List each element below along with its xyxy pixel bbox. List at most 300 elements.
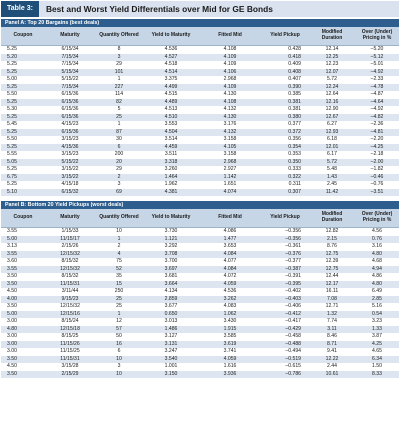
duration-cell: 12.17: [309, 281, 355, 289]
maturity-cell: 8/15/32: [45, 273, 95, 281]
yield-pickup-cell: –0.387: [261, 266, 309, 274]
yield-pickup-cell: 0.350: [261, 159, 309, 167]
maturity-cell: 11/15/31: [45, 281, 95, 289]
coupon-cell: 3.00: [1, 348, 45, 356]
coupon-cell: 3.50: [1, 273, 45, 281]
yield-pickup-cell: –0.376: [261, 251, 309, 259]
yield-pickup-cell: –0.361: [261, 243, 309, 251]
duration-cell: 1.43: [309, 174, 355, 182]
maturity-cell: 6/15/36: [45, 106, 95, 114]
maturity-cell: 5/15/34: [45, 69, 95, 77]
fitted-mid-cell: 3.741: [199, 348, 261, 356]
ytm-cell: 3.708: [143, 251, 199, 259]
fitted-mid-cell: 3.158: [199, 151, 261, 159]
maturity-cell: 4/15/23: [45, 121, 95, 129]
duration-cell: 5.72: [309, 159, 355, 167]
coupon-cell: 4.80: [1, 326, 45, 334]
ytm-cell: 4.515: [143, 91, 199, 99]
table-row: [1, 288, 399, 296]
ytm-cell: 1.121: [143, 236, 199, 244]
panel-a-body: [1, 46, 399, 197]
fitted-mid-cell: 3.158: [199, 136, 261, 144]
yield-pickup-cell: –0.395: [261, 281, 309, 289]
pricing-cell: –4.92: [355, 69, 399, 77]
table-row: [1, 106, 399, 114]
fitted-mid-cell: 4.108: [199, 46, 261, 54]
fitted-mid-cell: 4.130: [199, 91, 261, 99]
coupon-cell: 3.00: [1, 341, 45, 349]
table-row: [1, 281, 399, 289]
table-row: [1, 166, 399, 174]
pricing-cell: 3.87: [355, 333, 399, 341]
ytm-cell: 3.318: [143, 159, 199, 167]
ytm-cell: 3.677: [143, 303, 199, 311]
duration-cell: 2.45: [309, 181, 355, 189]
maturity-cell: 2/15/26: [45, 243, 95, 251]
coupon-cell: 5.50: [1, 91, 45, 99]
maturity-cell: 3/15/23: [45, 136, 95, 144]
quantity-cell: 2: [95, 243, 143, 251]
ytm-cell: 4.381: [143, 189, 199, 197]
coupon-cell: 5.25: [1, 181, 45, 189]
ytm-cell: 3.511: [143, 151, 199, 159]
fitted-mid-cell: 4.077: [199, 258, 261, 266]
fitted-mid-cell: 4.132: [199, 106, 261, 114]
maturity-cell: 2/15/29: [45, 371, 95, 379]
coupon-cell: 3.50: [1, 281, 45, 289]
col-header-duration: Modified Duration: [309, 209, 355, 228]
table-row: [1, 121, 399, 129]
duration-cell: 12.07: [309, 69, 355, 77]
fitted-mid-cell: 4.109: [199, 61, 261, 69]
fitted-mid-cell: 4.083: [199, 303, 261, 311]
yield-pickup-cell: –0.417: [261, 318, 309, 326]
col-header-duration: Modified Duration: [309, 27, 355, 46]
pricing-cell: –2.36: [355, 121, 399, 129]
maturity-cell: 1/15/33: [45, 228, 95, 236]
pricing-cell: 8.33: [355, 371, 399, 379]
fitted-mid-cell: 4.536: [199, 288, 261, 296]
quantity-cell: 15: [95, 281, 143, 289]
fitted-mid-cell: 3.936: [199, 371, 261, 379]
table-row: [1, 129, 399, 137]
duration-cell: 7.08: [309, 296, 355, 304]
duration-cell: 12.93: [309, 129, 355, 137]
yield-pickup-cell: –0.412: [261, 311, 309, 319]
duration-cell: 8.71: [309, 341, 355, 349]
quantity-cell: 1: [95, 76, 143, 84]
ytm-cell: 3.131: [143, 341, 199, 349]
maturity-cell: 12/15/18: [45, 326, 95, 334]
quantity-cell: 29: [95, 61, 143, 69]
coupon-cell: 5.25: [1, 61, 45, 69]
pricing-cell: –4.25: [355, 144, 399, 152]
quantity-cell: 75: [95, 258, 143, 266]
table-row: [1, 54, 399, 62]
table-row: [1, 273, 399, 281]
ytm-cell: 1.001: [143, 363, 199, 371]
duration-cell: 11.42: [309, 189, 355, 197]
pricing-cell: –4.82: [355, 114, 399, 122]
col-header-yield-pickup: Yield Pickup: [261, 27, 309, 46]
maturity-cell: 7/15/34: [45, 61, 95, 69]
maturity-cell: 12/15/16: [45, 311, 95, 319]
fitted-mid-cell: 1.915: [199, 326, 261, 334]
maturity-cell: 3/15/22: [45, 166, 95, 174]
ytm-cell: 3.514: [143, 136, 199, 144]
coupon-cell: 5.25: [1, 99, 45, 107]
duration-cell: 1.32: [309, 311, 355, 319]
coupon-cell: 3.50: [1, 371, 45, 379]
col-header-yield-pickup: Yield Pickup: [261, 209, 309, 228]
coupon-cell: 3.60: [1, 258, 45, 266]
yield-pickup-cell: 0.428: [261, 46, 309, 54]
col-header-ytm: Yield to Maturity: [143, 209, 199, 228]
table-title-bar: [1, 1, 399, 17]
maturity-cell: 6/15/36: [45, 129, 95, 137]
coupon-cell: 5.00: [1, 236, 45, 244]
quantity-cell: 10: [95, 228, 143, 236]
duration-cell: 12.39: [309, 258, 355, 266]
pricing-cell: 4.25: [355, 341, 399, 349]
panel-b-body: [1, 228, 399, 379]
pricing-cell: –2.33: [355, 76, 399, 84]
quantity-cell: 10: [95, 356, 143, 364]
panel-a-header-row: [1, 27, 399, 46]
fitted-mid-cell: 4.105: [199, 144, 261, 152]
duration-cell: 12.67: [309, 114, 355, 122]
maturity-cell: 11/15/26: [45, 341, 95, 349]
coupon-cell: 5.25: [1, 69, 45, 77]
yield-pickup-cell: –0.377: [261, 258, 309, 266]
table-row: [1, 341, 399, 349]
table-row: [1, 114, 399, 122]
ytm-cell: 4.499: [143, 84, 199, 92]
yield-pickup-cell: 0.307: [261, 189, 309, 197]
yield-pickup-cell: 0.409: [261, 61, 309, 69]
maturity-cell: 3/15/22: [45, 174, 95, 182]
coupon-cell: 3.55: [1, 251, 45, 259]
table-row: [1, 151, 399, 159]
duration-cell: 5.48: [309, 166, 355, 174]
coupon-cell: 5.50: [1, 136, 45, 144]
maturity-cell: 4/15/18: [45, 181, 95, 189]
quantity-cell: 35: [95, 273, 143, 281]
duration-cell: 12.82: [309, 228, 355, 236]
duration-cell: 2.44: [309, 363, 355, 371]
fitted-mid-cell: 1.616: [199, 363, 261, 371]
panel-b-heading: Panel B: Bottom 20 Yield Pickups (worst deals): [1, 201, 399, 209]
col-header-quantity: Quantity Offered: [95, 209, 143, 228]
maturity-cell: 6/15/32: [45, 189, 95, 197]
ytm-cell: 3.375: [143, 76, 199, 84]
quantity-cell: 1: [95, 121, 143, 129]
quantity-cell: 25: [95, 296, 143, 304]
duration-cell: 5.72: [309, 76, 355, 84]
fitted-mid-cell: 4.108: [199, 99, 261, 107]
pricing-cell: –2.18: [355, 151, 399, 159]
pricing-cell: 0.54: [355, 311, 399, 319]
quantity-cell: 3: [95, 181, 143, 189]
ytm-cell: 0.650: [143, 311, 199, 319]
table-row: [1, 371, 399, 379]
yield-pickup-cell: 0.353: [261, 151, 309, 159]
fitted-mid-cell: 1.062: [199, 311, 261, 319]
pricing-cell: 6.34: [355, 356, 399, 364]
ytm-cell: 3.127: [143, 333, 199, 341]
table-row: [1, 84, 399, 92]
table-row: [1, 46, 399, 54]
ytm-cell: 3.664: [143, 281, 199, 289]
yield-pickup-cell: –0.402: [261, 288, 309, 296]
table-row: [1, 61, 399, 69]
maturity-cell: 12/15/32: [45, 303, 95, 311]
duration-cell: 12.22: [309, 356, 355, 364]
fitted-mid-cell: 3.653: [199, 243, 261, 251]
maturity-cell: 6/15/36: [45, 114, 95, 122]
ytm-cell: 3.553: [143, 121, 199, 129]
maturity-cell: 6/15/36: [45, 99, 95, 107]
yield-pickup-cell: 0.407: [261, 76, 309, 84]
col-header-maturity: Maturity: [45, 209, 95, 228]
coupon-cell: 3.00: [1, 333, 45, 341]
maturity-cell: 5/15/22: [45, 159, 95, 167]
duration-cell: 8.46: [309, 333, 355, 341]
coupon-cell: 5.25: [1, 84, 45, 92]
ytm-cell: 4.489: [143, 99, 199, 107]
ytm-cell: 1.962: [143, 181, 199, 189]
duration-cell: 8.76: [309, 243, 355, 251]
ytm-cell: 4.504: [143, 129, 199, 137]
table-row: [1, 311, 399, 319]
ytm-cell: 3.292: [143, 243, 199, 251]
col-header-quantity: Quantity Offered: [95, 27, 143, 46]
coupon-cell: 3.55: [1, 228, 45, 236]
maturity-cell: 6/15/34: [45, 46, 95, 54]
quantity-cell: 227: [95, 84, 143, 92]
fitted-mid-cell: 1.477: [199, 236, 261, 244]
fitted-mid-cell: 3.262: [199, 296, 261, 304]
coupon-cell: 5.25: [1, 144, 45, 152]
duration-cell: 12.14: [309, 46, 355, 54]
table-row: [1, 136, 399, 144]
duration-cell: 7.74: [309, 318, 355, 326]
pricing-cell: 2.85: [355, 296, 399, 304]
maturity-cell: 11/15/17: [45, 236, 95, 244]
duration-cell: 12.23: [309, 61, 355, 69]
maturity-cell: 3/15/28: [45, 363, 95, 371]
maturity-cell: 4/15/36: [45, 144, 95, 152]
maturity-cell: 11/15/31: [45, 356, 95, 364]
quantity-cell: 1: [95, 311, 143, 319]
fitted-mid-cell: 4.084: [199, 266, 261, 274]
ytm-cell: 1.486: [143, 326, 199, 334]
yield-pickup-cell: 0.390: [261, 84, 309, 92]
yield-pickup-cell: –0.356: [261, 228, 309, 236]
maturity-cell: 11/15/25: [45, 348, 95, 356]
table-row: [1, 159, 399, 167]
col-header-coupon: Coupon: [1, 209, 45, 228]
quantity-cell: 114: [95, 91, 143, 99]
quantity-cell: 250: [95, 288, 143, 296]
ytm-cell: 4.514: [143, 69, 199, 77]
ytm-cell: 4.134: [143, 288, 199, 296]
duration-cell: 12.16: [309, 99, 355, 107]
col-header-fitted-mid: Fitted Mid: [199, 209, 261, 228]
fitted-mid-cell: 3.585: [199, 333, 261, 341]
duration-cell: 6.27: [309, 121, 355, 129]
table-row: [1, 318, 399, 326]
yield-pickup-cell: –0.403: [261, 296, 309, 304]
table-row: [1, 144, 399, 152]
panel-a-table: [1, 27, 399, 196]
ytm-cell: 3.697: [143, 266, 199, 274]
quantity-cell: 8: [95, 46, 143, 54]
ytm-cell: 4.513: [143, 106, 199, 114]
quantity-cell: 1: [95, 236, 143, 244]
quantity-cell: 5: [95, 106, 143, 114]
coupon-cell: 3.00: [1, 318, 45, 326]
coupon-cell: 5.25: [1, 129, 45, 137]
ytm-cell: 3.150: [143, 371, 199, 379]
yield-pickup-cell: 0.333: [261, 166, 309, 174]
duration-cell: 12.75: [309, 266, 355, 274]
maturity-cell: 12/15/32: [45, 251, 95, 259]
pricing-cell: –4.92: [355, 106, 399, 114]
ytm-cell: 3.700: [143, 258, 199, 266]
pricing-cell: 3.23: [355, 318, 399, 326]
yield-pickup-cell: –0.429: [261, 326, 309, 334]
pricing-cell: 4.80: [355, 281, 399, 289]
fitted-mid-cell: 4.086: [199, 228, 261, 236]
coupon-cell: 5.30: [1, 106, 45, 114]
yield-pickup-cell: 0.381: [261, 99, 309, 107]
fitted-mid-cell: 4.106: [199, 69, 261, 77]
fitted-mid-cell: 1.651: [199, 181, 261, 189]
maturity-cell: 9/15/23: [45, 296, 95, 304]
fitted-mid-cell: 3.619: [199, 341, 261, 349]
ytm-cell: 1.464: [143, 174, 199, 182]
yield-pickup-cell: 0.377: [261, 121, 309, 129]
fitted-mid-cell: 3.176: [199, 121, 261, 129]
fitted-mid-cell: 2.927: [199, 166, 261, 174]
fitted-mid-cell: 4.109: [199, 84, 261, 92]
coupon-cell: 3.55: [1, 266, 45, 274]
duration-cell: 12.44: [309, 273, 355, 281]
pricing-cell: –0.76: [355, 181, 399, 189]
coupon-cell: 3.50: [1, 303, 45, 311]
pricing-cell: –5.20: [355, 46, 399, 54]
ytm-cell: 4.518: [143, 61, 199, 69]
yield-pickup-cell: 0.380: [261, 114, 309, 122]
ytm-cell: 4.510: [143, 114, 199, 122]
duration-cell: 12.64: [309, 91, 355, 99]
table-row: [1, 189, 399, 197]
yield-pickup-cell: 0.354: [261, 144, 309, 152]
quantity-cell: 6: [95, 348, 143, 356]
fitted-mid-cell: 4.074: [199, 189, 261, 197]
fitted-mid-cell: 2.968: [199, 76, 261, 84]
quantity-cell: 25: [95, 303, 143, 311]
quantity-cell: 200: [95, 151, 143, 159]
duration-cell: 6.17: [309, 151, 355, 159]
col-header-ytm: Yield to Maturity: [143, 27, 199, 46]
coupon-cell: 5.25: [1, 166, 45, 174]
table-row: [1, 251, 399, 259]
pricing-cell: 4.56: [355, 228, 399, 236]
pricing-cell: 1.50: [355, 363, 399, 371]
yield-pickup-cell: –0.458: [261, 333, 309, 341]
yield-pickup-cell: –0.356: [261, 236, 309, 244]
yield-pickup-cell: –0.391: [261, 273, 309, 281]
coupon-cell: 5.45: [1, 121, 45, 129]
quantity-cell: 52: [95, 266, 143, 274]
quantity-cell: 82: [95, 99, 143, 107]
yield-pickup-cell: 0.408: [261, 69, 309, 77]
fitted-mid-cell: 4.059: [199, 356, 261, 364]
ytm-cell: 3.013: [143, 318, 199, 326]
yield-pickup-cell: 0.356: [261, 136, 309, 144]
coupon-cell: 5.20: [1, 54, 45, 62]
yield-pickup-cell: –0.786: [261, 371, 309, 379]
yield-pickup-cell: 0.385: [261, 91, 309, 99]
duration-cell: 10.61: [309, 371, 355, 379]
maturity-cell: 6/15/36: [45, 91, 95, 99]
duration-cell: 12.01: [309, 144, 355, 152]
duration-cell: 6.18: [309, 136, 355, 144]
maturity-cell: 8/15/24: [45, 318, 95, 326]
table-row: [1, 91, 399, 99]
yield-pickup-cell: –0.519: [261, 356, 309, 364]
table-row: [1, 181, 399, 189]
duration-cell: 12.90: [309, 106, 355, 114]
duration-cell: 12.24: [309, 84, 355, 92]
pricing-cell: 4.65: [355, 348, 399, 356]
pricing-cell: 4.94: [355, 266, 399, 274]
panel-b-header-row: [1, 209, 399, 228]
coupon-cell: 3.50: [1, 356, 45, 364]
ytm-cell: 2.859: [143, 296, 199, 304]
fitted-mid-cell: 4.059: [199, 281, 261, 289]
coupon-cell: 5.00: [1, 76, 45, 84]
yield-pickup-cell: 0.372: [261, 129, 309, 137]
maturity-cell: 7/15/34: [45, 54, 95, 62]
table-row: [1, 333, 399, 341]
table-row: [1, 266, 399, 274]
quantity-cell: 30: [95, 136, 143, 144]
table-row: [1, 228, 399, 236]
quantity-cell: 6: [95, 144, 143, 152]
table-row: [1, 356, 399, 364]
maturity-cell: 3/15/23: [45, 151, 95, 159]
yield-pickup-cell: 0.418: [261, 54, 309, 62]
yield-pickup-cell: –0.494: [261, 348, 309, 356]
fitted-mid-cell: 4.084: [199, 251, 261, 259]
pricing-cell: –2.00: [355, 159, 399, 167]
table-row: [1, 326, 399, 334]
table-row: [1, 174, 399, 182]
duration-cell: 12.71: [309, 303, 355, 311]
ytm-cell: 4.527: [143, 54, 199, 62]
ytm-cell: 3.247: [143, 348, 199, 356]
maturity-cell: 8/15/32: [45, 258, 95, 266]
yield-pickup-cell: 0.322: [261, 174, 309, 182]
maturity-cell: 5/15/22: [45, 76, 95, 84]
quantity-cell: 57: [95, 326, 143, 334]
duration-cell: 12.25: [309, 54, 355, 62]
coupon-cell: 3.13: [1, 243, 45, 251]
quantity-cell: 69: [95, 189, 143, 197]
